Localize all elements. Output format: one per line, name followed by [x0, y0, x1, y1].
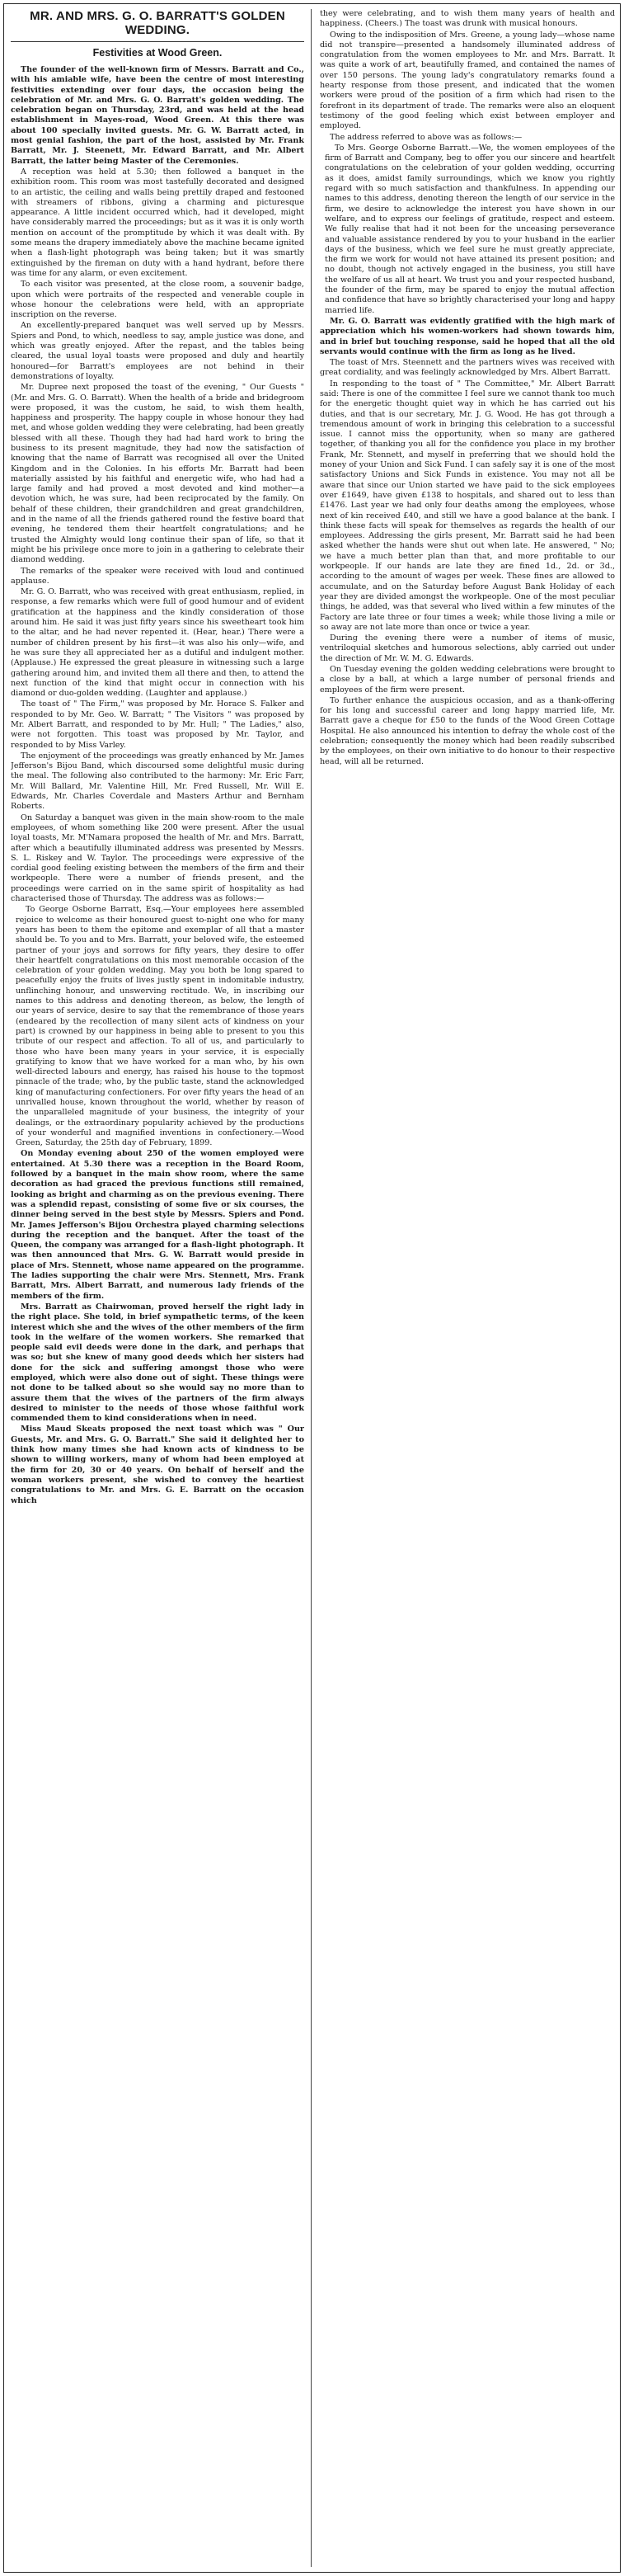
paragraph: Owing to the indisposition of Mrs. Greene, a young lady—whose name did not transpire—presented a handsomely illuminated address of congratulation from the women employees to Mr. and Mrs. Barratt. It was quite a work of art, beautifully framed, and contained the names of over 150 persons. The young lady's congratulatory remarks found a hearty response from those present, and indicated that the women workers were proud of the position of a firm which had risen to the forefront in its department of trade. The remarks were also an eloquent testimony of the good feeling which exist between employer and employed. — [320, 30, 615, 131]
paragraph: To each visitor was presented, at the close room, a souvenir badge, upon which were portraits of the respected and venerable couple in whose honour the celebrations were held, with an appropriate inscription on the reverse. — [11, 280, 304, 320]
left-column-body — [11, 65, 304, 1506]
paragraph: The enjoyment of the proceedings was greatly enhanced by Mr. James Jefferson's Bijou Band, which discoursed some delightful music during the meal. The following also contributed to the harmony: Mr. Eric Farr, Mr. Will Ballard, Mr. Valentine Hill, Mr. Fred Russell, Mr. Will E. Edwards, Mr. Charles Coverdale and Masters Arthur and Bernham Roberts. — [11, 751, 304, 812]
article-headline: MR. AND MRS. G. O. BARRATT'S GOLDEN WEDDING. — [30, 9, 285, 37]
paragraph: An excellently-prepared banquet was well served up by Messrs. Spiers and Pond, to which, needless to say, ample justice was done, and which was greatly enjoyed. After the repast, and the tables being cleared, the usual loyal toasts were proposed and duly and heartily honoured—for Barratt's employees are not behind in their demonstrations of loyalty. — [11, 321, 304, 381]
paragraph: The toast of " The Firm," was proposed by Mr. Horace S. Falker and responded to by Mr. Geo. W. Barratt; " The Visitors " was proposed by Mr. Albert Barratt, and responded to by Mr. Hull; " The Ladies," also, were not forgotten. This toast was proposed by Mr. Taylor, and responded to by Miss Varley. — [11, 699, 304, 750]
column-divider — [311, 9, 312, 2567]
paragraph: To further enhance the auspicious occasion, and as a thank-offering for his long and successful career and long happy married life, Mr. Barratt gave a cheque for £50 to the funds of the Wood Green Cottage Hospital. He also announced his intention to defray the whole cost of the celebration; consequently the money which had been readily subscribed by the employees, on their own initiative to do honour to their respective head, will all be returned. — [320, 695, 615, 766]
paragraph: In responding to the toast of " The Committee," Mr. Albert Barratt said: There is one of the committee I feel sure we cannot thank too much for the energetic thought quiet way in which he has carried out his duties, and that is our secretary, Mr. J. G. Wood. He has got through a tremendous amount of work in bringing this celebration to a successful issue. I cannot miss the opportunity, when so many are gathered together, of thanking you all for the confidence you place in my brother Frank, Mr. Stennett, and myself in preferring that we should hold the money of your Union and Sick Fund. I can safely say it is one of the most satisfactory Unions and Sick Funds in existence. You may not all be aware that since our Union started we have paid to the sick employees over £1649, have given £138 to hospitals, and shared out to less than £1476. Last year we had only four deaths among the employees, whose next of kin received £40, and still we have a good balance at the bank. I think these facts will speak for themselves as regards the health of our employees. Addressing the girls present, Mr. Barratt said he had been asked whether the hands were shut out when late. He answered, " No; we have a much better plan than that, and more profitable to our workpeople. If our hands are late they are fined 1d., 2d. or 3d., according to the amount of wages per week. These fines are allowed to accumulate, and on the Saturday before August Bank Holiday of each year they are divided amongst the workpeople. One of the most peculiar things, he added, was that several who lived within a few minutes of the Factory are late three or four times a week; while those living a mile or so away are not late more than once or twice a year. — [320, 379, 615, 632]
paragraph: The remarks of the speaker were received with loud and continued applause. — [11, 566, 304, 586]
paragraph: Mr. G. O. Barratt was evidently gratified with the high mark of appreciation which his women-workers had shown towards him, and in brief but touching response, said he hoped that all the old servants would continue with the firm as long as he lived. — [320, 316, 615, 356]
paragraph: Mr. G. O. Barratt, who was received with great enthusiasm, replied, in response, a few remarks which were full of good humour and of evident gratification at the happiness and the kindly consideration of those around him. He said it was just fifty years since his sweetheart took him to the altar, and he had never repented it. (Hear, hear.) There were a number of children present by his first—it was also his only—wife, and he was sure they all appreciated her as a dutiful and indulgent mother. (Applause.) He expressed the great pleasure in witnessing such a large gathering around him, and invited them all there and then, to attend the next function of the kind that might occur in connection with his diamond or duo-golden wedding. (Laughter and applause.) — [11, 587, 304, 699]
right-column — [320, 9, 615, 2567]
paragraph: On Tuesday evening the golden wedding celebrations were brought to a close by a ball, at which a large number of personal friends and employees of the firm were present. — [320, 665, 615, 695]
headline-divider — [11, 41, 304, 42]
newspaper-clipping — [3, 3, 621, 2573]
paragraph: Mrs. Barratt as Chairwoman, proved herself the right lady in the right place. She told, in brief sympathetic terms, of the keen interest which she and the wives of the other members of the firm took in the welfare of the women workers. She remarked that people said evil deeds were done in the dark, and perhaps that was so; but she knew of many good deeds which her sisters had done for the sick and suffering amongst those who were employed, which were also done out of sight. These things were not done to be talked about so she would say no more than to assure them that the wives of the partners of the firm always desired to minister to the needs of those whose faithful work commended them to kind considerations when in need. — [11, 1302, 304, 1424]
paragraph: they were celebrating, and to wish them many years of health and happiness. (Cheers.) The toast was drunk with musical honours. — [320, 9, 615, 29]
left-column — [11, 9, 304, 2567]
paragraph: A reception was held at 5.30; then followed a banquet in the exhibition room. This room was most tastefully decorated and designed to an artistic, the ceiling and walls being prettily draped and festooned with streamers of ribbons, giving a charming and picturesque appearance. A little incident occurred which, had it developed, might have considerably marred the proceedings; but as it was it is only worth mention on account of the promptitude by which it was dealt with. By some means the drapery immediately above the machine became ignited when a flash-light photograph was being taken; but it was smartly extinguished by the fireman on duty with a hand hydrant, before there was time for any alarm, or even excitement. — [11, 167, 304, 278]
paragraph: The toast of Mrs. Steennett and the partners wives was received with great cordiality, and was feelingly acknowledged by Mrs. Albert Barratt. — [320, 358, 615, 378]
address-paragraph: To George Osborne Barratt, Esq.—Your employees here assembled rejoice to welcome as their honoured guest to-night one who for many years has been to them the epitome and exemplar of all that a master should be. To you and to Mrs. Barratt, your beloved wife, the esteemed partner of your joys and sorrows for fifty years, they desire to offer their heartfelt congratulations on this most memorable occasion of the celebration of your golden wedding. May you both be long spared to peacefully enjoy the fruits of lives justly spent in indomitable industry, unflinching honour, and unswerving rectitude. We, in inscribing our names to this address and denoting thereon, as below, the length of our years of service, desire to say that the remembrance of those years (endeared by the recollection of many silent acts of kindness on your part) is crowned by our happiness in being able to present to you this tribute of our respect and affection. To all of us, and particularly to those who have been many years in your service, it is especially gratifying to know that we have worked for a man who, by his own well-directed labours and energy, has raised his house to the topmost pinnacle of the trade; who, by the public taste, stand the acknowledged king of manufacturing confectioners. For over fifty years the head of an unrivalled house, known throughout the world, whether by reason of the unparalleled magnitude of your business, the integrity of your dealings, or the extraordinary popularity achieved by the productions of your wonderful and magnified inventions in confectionery.—Wood Green, Saturday, the 25th day of February, 1899. — [16, 905, 304, 1148]
paragraph: On Saturday a banquet was given in the main show-room to the male employees, of whom something like 200 were present. After the usual loyal toasts, Mr. M'Namara proposed the health of Mr. and Mrs. Barratt, after which a beautifully illuminated address was presented by Messrs. S. L. Riskey and W. Taylor. The proceedings were expressive of the cordial good feeling existing between the members of the firm and their workpeople. There were a number of friends present, and the proceedings were carried on in the same spirit of hospitality as had characterised those of Thursday. The address was as follows:— — [11, 812, 304, 904]
address-paragraph: To Mrs. George Osborne Barratt.—We, the women employees of the firm of Barratt and Company, beg to offer you our sincere and heartfelt congratulations on the celebration of your golden wedding, occurring as it does, amidst family surroundings, which we know you rightly regard with so much satisfaction and thankfulness. In appending our names to this address, denoting thereon the length of our service in the firm, we desire to acknowledge the interest you have shown in our welfare, and to express our feelings of gratitude, respect and esteem. We fully realise that had it not been for the unceasing perseverance and valuable assistance rendered by you to your husband in the earlier days of the business, which we feel sure he must greatly appreciate, the firm we work for would not have attained its present position; and no doubt, though not actively engaged in the business, you still have the welfare of us all at heart. We trust you and your respected husband, the founder of the firm, may be spared to enjoy the mutual affection and confidence that have so brightly characterised your long and happy married life. — [325, 143, 615, 315]
paragraph: Miss Maud Skeats proposed the next toast which was " Our Guests, Mr. and Mrs. G. O. Barratt." She said it delighted her to think how many times she had known acts of kindness to be shown to willing workers, many of whom had been employed at the firm for 20, 30 or 40 years. On behalf of herself and the woman workers present, she wished to convey the heartiest congratulations to Mr. and Mrs. G. E. Barratt on the occasion which — [11, 1425, 304, 1505]
paragraph: The founder of the well-known firm of Messrs. Barratt and Co., with his amiable wife, have been the centre of most interesting festivities extending over four days, the occasion being the celebration of Mr. and Mrs. G. O. Barratt's golden wedding. The celebration began on Thursday, 23rd, and was held at the head establishment in Mayes-road, Wood Green. At this there was about 100 specially invited guests. Mr. G. W. Barratt acted, in most genial fashion, the part of the host, assisted by Mr. Frank Barratt, Mr. J. Steenett, Mr. Edward Barratt, and Mr. Albert Barratt, the latter being Master of the Ceremonies. — [11, 65, 304, 166]
paragraph: During the evening there were a number of items of music, ventriloquial sketches and humorous selections, ably carried out under the direction of Mr. W. M. G. Edwards. — [320, 633, 615, 663]
article-subhead: Festivities at Wood Green. — [92, 47, 223, 59]
paragraph: Mr. Dupree next proposed the toast of the evening, " Our Guests " (Mr. and Mrs. G. O. Barratt). When the health of a bride and bridegroom were proposed, it was the custom, he said, to wish them health, happiness and prosperity. The happy couple in whose honour they had met, and whose golden wedding they were celebrating, had been greatly blessed with all these. Though they had had hard work to bring the business to its present magnitude, they had now the satisfaction of knowing that the name of Barratt was recognised all over the United Kingdom and in the Colonies. In his efforts Mr. Barratt had been materially assisted by his faithful and energetic wife, who had had a large family and had proved a most devoted and kind mother—a devotion which, he was sure, had been reciprocated by the family. On behalf of these children, their grandchildren and great grandchildren, and in the name of all the friends gathered round the festive board that evening, he tendered them their heartfelt congratulations; and he trusted the Almighty would long continue their span of life, so that it might be his privilege once more to join in a gathering to celebrate their diamond wedding. — [11, 383, 304, 565]
paragraph: The address referred to above was as follows:— — [330, 132, 523, 142]
paragraph: On Monday evening about 250 of the women employed were entertained. At 5.30 there was a reception in the Board Room, followed by a banquet in the main show room, where the same decoration as had graced the previous functions still remained, looking as bright and charming as on the previous evening. There was a splendid repast, consisting of some five or six courses, the dinner being served in the best style by Messrs. Spiers and Pond. Mr. James Jefferson's Bijou Orchestra played charming selections during the reception and the banquet. After the toast of the Queen, the company was arranged for a flash-light photograph. It was then announced that Mrs. G. W. Barratt would preside in place of Mrs. Stennett, whose name appeared on the programme. The ladies supporting the chair were Mrs. Stennett, Mrs. Frank Barratt, Mrs. Albert Barratt, and numerous lady friends of the members of the firm. — [11, 1149, 304, 1301]
